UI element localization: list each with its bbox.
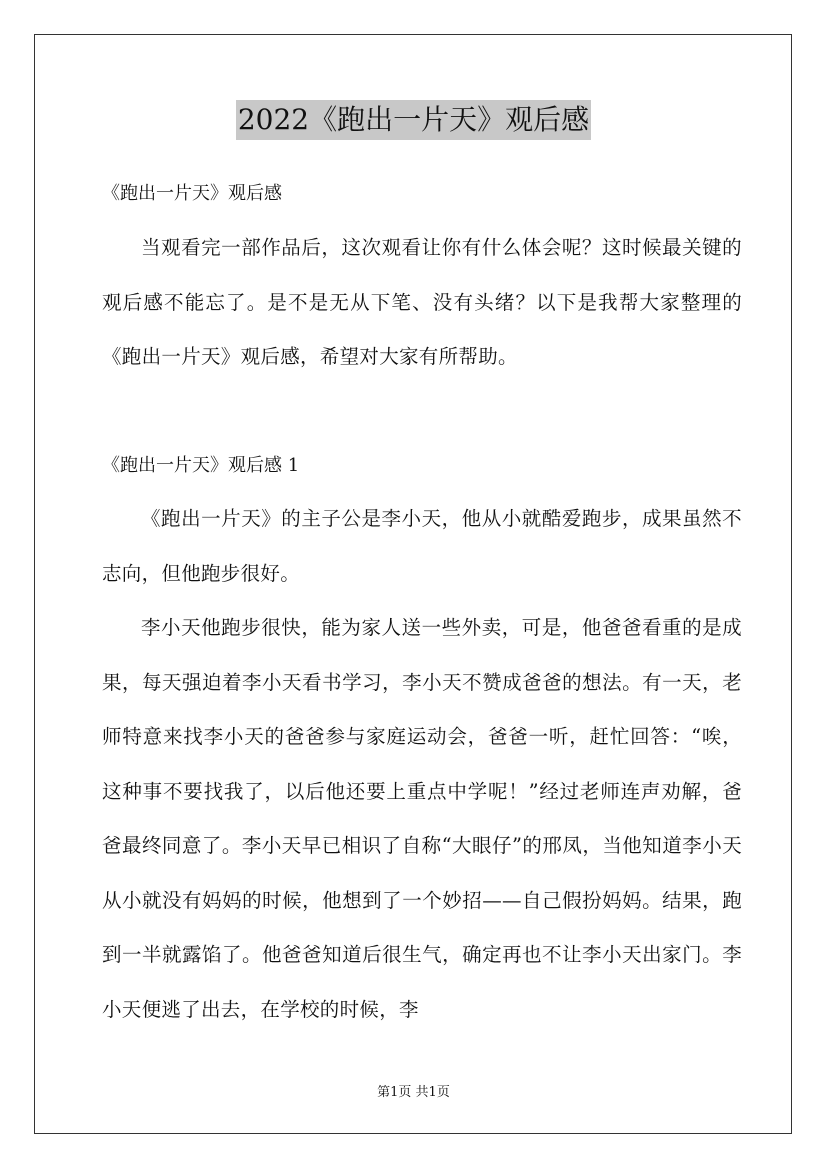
body-paragraph-1: 《跑出一片天》的主子公是李小天，他从小就酷爱跑步，成果虽然不志向，但他跑步很好。 xyxy=(102,507,742,585)
document-subtitle: 《跑出一片天》观后感 xyxy=(102,183,282,204)
body-paragraph-2: 李小天他跑步很快，能为家人送一些外卖，可是，他爸爸看重的是成果，每天强迫着李小天看书学习，李小天不赞成爸爸的想法。有一天，老师特意来找李小天的爸爸参与家庭运动会，爸爸一听，赶忙回答：“唉，这种事不要找我了，以后他还要上重点中学呢！”经过老师连声劝解，爸爸最终同意了。李小天早已相识了自称“大眼仔”的邢凤，当他知道李小天从小就没有妈妈的时候，他想到了一个妙招——自己假扮妈妈。结果，跑到一半就露馅了。他爸爸知道后很生气，确定再也不让李小天出家门。李小天便逃了出去，在学校的时候，李 xyxy=(102,616,742,1021)
document-title: 2022《跑出一片天》观后感 xyxy=(236,100,591,140)
document-title-wrap xyxy=(0,100,827,140)
page-number: 第1页 共1页 xyxy=(377,1085,450,1100)
intro-paragraph: 当观看完一部作品后，这次观看让你有什么体会呢？这时候最关键的观后感不能忘了。是不是无从下笔、没有头绪？以下是我帮大家整理的《跑出一片天》观后感，希望对大家有所帮助。 xyxy=(102,236,742,368)
section-heading: 《跑出一片天》观后感 1 xyxy=(102,455,300,476)
